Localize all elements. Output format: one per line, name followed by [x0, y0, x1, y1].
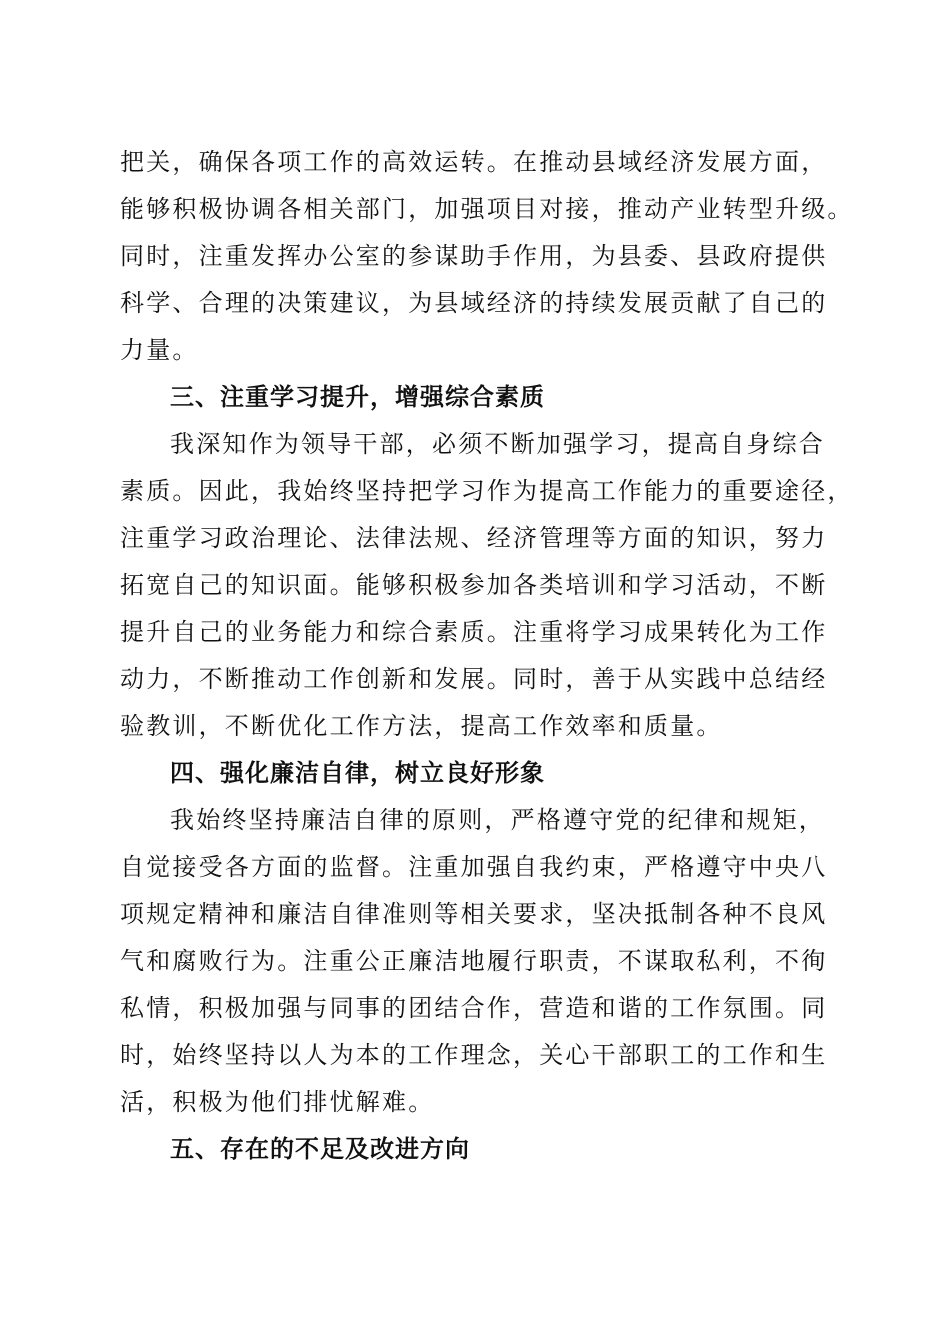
section-heading-3: 三、注重学习提升，增强综合素质 — [170, 383, 545, 411]
text-line: 同时，注重发挥办公室的参谋助手作用，为县委、县政府提供 — [120, 242, 828, 270]
text-line: 验教训，不断优化工作方法，提高工作效率和质量。 — [120, 712, 723, 740]
text-line: 活，积极为他们排忧解难。 — [120, 1088, 435, 1116]
text-line: 项规定精神和廉洁自律准则等相关要求，坚决抵制各种不良风 — [120, 900, 828, 928]
section-heading-4: 四、强化廉洁自律，树立良好形象 — [170, 759, 545, 787]
text-line: 提升自己的业务能力和综合素质。注重将学习成果转化为工作 — [120, 618, 828, 646]
text-line: 能够积极协调各相关部门，加强项目对接，推动产业转型升级。 — [120, 195, 854, 223]
text-line: 我始终坚持廉洁自律的原则，严格遵守党的纪律和规矩， — [170, 806, 825, 834]
text-line: 动力，不断推动工作创新和发展。同时，善于从实践中总结经 — [120, 665, 828, 693]
text-line: 力量。 — [120, 336, 199, 364]
section-heading-5: 五、存在的不足及改进方向 — [170, 1135, 470, 1163]
text-line: 素质。因此，我始终坚持把学习作为提高工作能力的重要途径， — [120, 477, 854, 505]
text-line: 注重学习政治理论、法律法规、经济管理等方面的知识，努力 — [120, 524, 828, 552]
text-line: 把关，确保各项工作的高效运转。在推动县域经济发展方面， — [120, 148, 828, 176]
text-line: 时，始终坚持以人为本的工作理念，关心干部职工的工作和生 — [120, 1041, 828, 1069]
text-line: 我深知作为领导干部，必须不断加强学习，提高自身综合 — [170, 430, 825, 458]
text-line: 科学、合理的决策建议，为县域经济的持续发展贡献了自己的 — [120, 289, 828, 317]
text-line: 自觉接受各方面的监督。注重加强自我约束，严格遵守中央八 — [120, 853, 828, 881]
text-line: 拓宽自己的知识面。能够积极参加各类培训和学习活动，不断 — [120, 571, 828, 599]
text-line: 私情，积极加强与同事的团结合作，营造和谐的工作氛围。同 — [120, 994, 828, 1022]
text-line: 气和腐败行为。注重公正廉洁地履行职责，不谋取私利，不徇 — [120, 947, 828, 975]
